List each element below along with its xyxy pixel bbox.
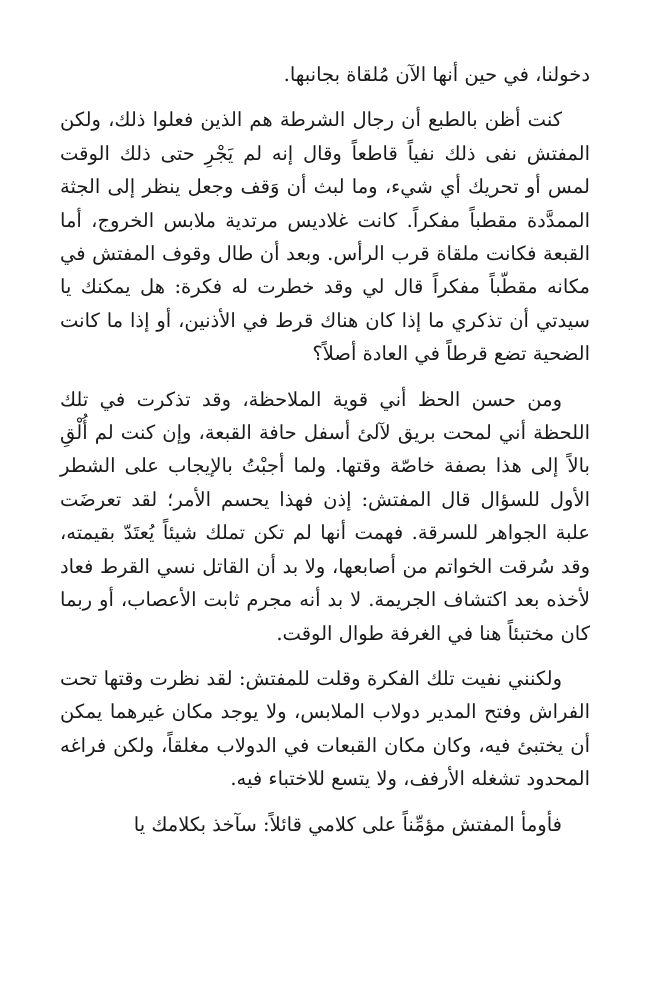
paragraph-earring-observation: ومن حسن الحظ أني قوية الملاحظة، وقد تذكرت في تلك اللحظة أني لمحت بريق لآلئ أسفل حافة القبعة، وإن كنت لم أُلْقِ بالاً إلى هذا بصفة خاصّة وقتها. ولما أجبْتُ بالإيجاب على الشطر الأول للسؤال قال المفتش: إذن فهذا يحسم الأمر؛ لقد تعرضَت علبة الجواهر للسرقة. فهمت أنها لم تكن تملك شيئاً يُعتَدّ بقيمته، وقد سُرقت الخواتم من أصابعها، ولا بد أن القاتل نسي القرط فعاد لأخذه بعد اكتشاف الجريمة. لا بد أنه مجرم ثابت الأعصاب، أو ربما كان مختبئاً هنا في الغرفة طوال الوقت. [60,387,590,645]
book-page [60,58,590,853]
paragraph-inspector-reply: فأومأ المفتش مؤمِّناً على كلامي قائلاً: سآخذ بكلامك يا [133,812,562,836]
paragraph-continuation: دخولنا، في حين أنها الآن مُلقاة بجانبها. [283,63,590,86]
paragraph-inspector-question: كنت أظن بالطبع أن رجال الشرطة هم الذين فعلوا ذلك، ولكن المفتش نفى ذلك نفياً قاطعاً وقال إنه لم يَجْرِ حتى ذلك الوقت لمس أو تحريك أي شيء، وما لبث أن وَقف وجعل ينظر إلى الجثة الممدَّدة مقطباً مفكراً. كانت غلاديس مرتدية ملابس الخروج، أما القبعة فكانت ملقاة قرب الرأس. وبعد أن طال وقوف المفتش في مكانه مقطّباً مفكراً قال لي وقد خطرت له فكرة: هل يمكنك يا سيدتي أن تذكري ما إذا كان هناك قرط في الأذنين، أو إذا ما كانت الضحية تضع قرطاً في العادة أصلاً؟ [60,108,590,366]
paragraph-hiding-place: ولكنني نفيت تلك الفكرة وقلت للمفتش: لقد نظرت وقتها تحت الفراش وفتح المدير دولاب الملابس، ولا يوجد مكان غيرهما يمكن أن يختبئ فيه، وكان مكان القبعات في الدولاب مغلقاً، ولكن فراغه المحدود تشغله الأرفف، ولا يتسع للاختباء فيه. [60,666,590,791]
